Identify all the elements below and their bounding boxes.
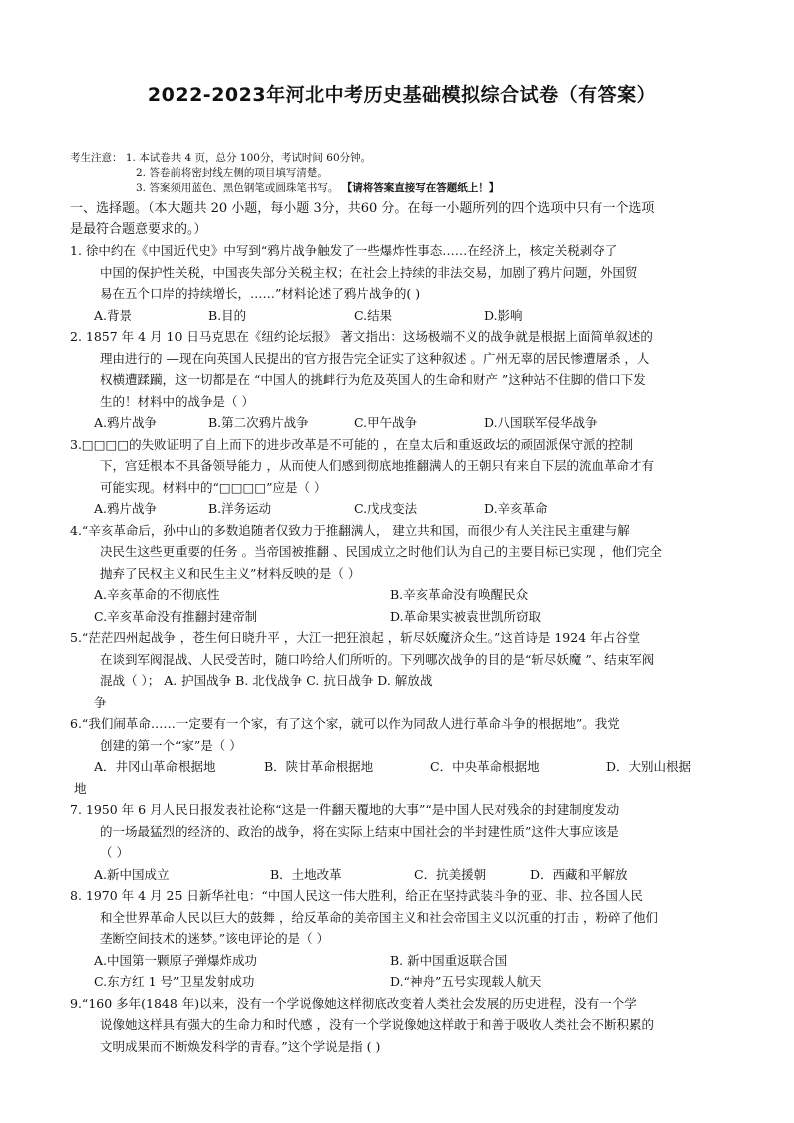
question-2 [70, 326, 734, 434]
answer-options [70, 864, 734, 886]
answer-option[interactable]: C．抗美援朝 [414, 866, 487, 882]
question-text-wrap: 争 [94, 694, 107, 710]
answer-option[interactable]: D.“神舟”五号实现载人航天 [390, 974, 542, 989]
answer-option[interactable]: A.鸦片战争 [94, 501, 158, 516]
page-title: 2022-2023年河北中考历史基础模拟综合试卷（有答案） [147, 84, 657, 106]
answer-options [70, 305, 734, 327]
question-text-line: 生的！材料中的战争是（ ） [100, 393, 254, 409]
question-1 [70, 240, 734, 326]
answer-option[interactable]: B. 新中国重返联合国 [390, 952, 508, 968]
question-9 [70, 993, 734, 1058]
answer-option[interactable]: B．土地改革 [270, 866, 342, 882]
question-text-line: 混战（ ）； A. 护国战争 B. 北伐战争 C. 抗日战争 D. 解放战 [100, 673, 433, 688]
question-8 [70, 885, 734, 993]
answer-option[interactable]: A．井冈山革命根据地 [94, 759, 216, 774]
answer-option[interactable]: B.洋务运动 [208, 501, 272, 516]
answer-option[interactable]: D.辛亥革命 [484, 501, 548, 516]
answer-option[interactable]: D.革命果实被袁世凯所窃取 [390, 608, 542, 624]
answer-options [70, 412, 734, 434]
answer-option[interactable]: C.结果 [354, 307, 393, 323]
question-text-line: 7. 1950 年 6 月人民日报发表社论称“这是一件翻天覆地的大事”“是中国人民对残余的封建制度发动 [70, 802, 620, 817]
answer-option[interactable]: D．西藏和平解放 [530, 866, 628, 882]
answer-options [70, 950, 734, 993]
answer-option[interactable]: A.鸦片战争 [94, 415, 158, 430]
question-text-line: 和全世界革命人民以巨大的鼓舞 ，给反革命的美帝国主义和社会帝国主义以沉重的打击 ，粉碎了他们 [100, 909, 658, 925]
section-line-1: 一、选择题。（本大题共 20 小题，每小题 3分，共60 分。在每一小题所列的四个选项中只有一个选项 [70, 201, 655, 216]
answer-option[interactable]: A.辛亥革命的不彻底性 [94, 587, 220, 602]
answer-option[interactable]: D.影响 [484, 307, 523, 323]
question-text-line: （ ） [100, 845, 129, 860]
question-text-line: 创建的第一个“家”是（ ） [100, 737, 242, 753]
question-text-line: 在谈到军阀混战、人民受苦时，随口吟给人们所听的。下列哪次战争的目的是“斩尽妖魔 ”、结束军阀 [100, 651, 655, 667]
question-text-line: 8. 1970 年 4 月 25 日新华社电：“中国人民这一伟大胜利，给正在坚持武装斗争的亚、非、拉各国人民 [70, 888, 643, 903]
question-6 [70, 713, 734, 799]
answer-option[interactable]: C.东方红 1 号”卫星发射成功 [94, 974, 255, 989]
question-text-line: 决民生这些更重要的任务 。当帝国被推翻 、民国成立之时他们认为自己的主要目标已实现 ，他们完全 [100, 544, 662, 559]
answer-option[interactable]: A.新中国成立 [94, 866, 170, 882]
question-text-line: 说像她这样具有强大的生命力和时代感 ，没有一个学说像她这样敢于和善于吸收人类社会不断积累的 [100, 1017, 654, 1032]
question-text-line: 抛弃了民权主义和民生主义”材料反映的是（ ） [100, 565, 361, 581]
question-text-line: 2. 1857 年 4 月 10 日马克思在《纽约论坛报》 著文指出：这场极端不义的战争就是根据上面简单叙述的 [70, 329, 653, 344]
answer-options [70, 584, 734, 627]
question-text-line: 垄断空间技术的迷梦。”该电评论的是（ ） [100, 931, 330, 946]
question-5 [70, 627, 734, 713]
answer-option[interactable]: B.第二次鸦片战争 [208, 415, 309, 430]
question-text-line: 中国的保护性关税，中国丧失部分关税主权；在社会上持续的非法交易，加剧了鸦片问题，外国贸 [100, 264, 638, 280]
question-text-line: 可能实现。材料中的“□□□□”应是（ ） [100, 479, 327, 495]
answer-options [70, 498, 734, 520]
answer-option[interactable]: B．陕甘革命根据地 [264, 759, 374, 774]
section-heading [70, 198, 734, 240]
notice-item-1: 1. 本试卷共 4 页，总分 100分，考试时间 60分钟。 [125, 152, 372, 164]
question-4 [70, 520, 734, 628]
notice-emphasis: 【请将答案直接写在答题纸上！】 [341, 182, 500, 194]
question-text-line: 3.□□□□的失败证明了自上而下的进步改革是不可能的 ，在皇太后和重返政坛的顽固派保守派的控制 [70, 436, 634, 452]
notice-item-3: 3. 答案须用蓝色、黑色钢笔或圆珠笔书写。 [136, 182, 339, 194]
question-text-line: 易在五个口岸的持续增长，……”材料论述了鸦片战争的( ) [100, 286, 421, 301]
question-text-line: 理由进行的 —现在向英国人民提出的官方报告完全证实了这种叙述 。广州无辜的居民惨遭屠杀 ，人 [100, 350, 650, 366]
question-text-line: 文明成果而不断焕发科学的青春。”这个学说是指 ( ) [100, 1038, 381, 1054]
question-list [70, 240, 734, 1057]
answer-option[interactable]: A.背景 [94, 307, 133, 323]
question-text-line: 1. 徐中约在《中国近代史》中写到“鸦片战争触发了一些爆炸性事态……在经济上，核定关税剥夺了 [70, 243, 618, 258]
question-text-line: 9.“160 多年(1848 年)以来，没有一个学说像她这样彻底改变着人类社会发展的历史进程，没有一个学 [70, 995, 637, 1011]
question-text-line: 权横遭蹂躏，这一切都是在 “中国人的挑衅行为危及英国人的生命和财产 ”这种站不住脚的借口下发 [100, 372, 646, 387]
question-7 [70, 799, 734, 885]
answer-option[interactable]: D.八国联军侵华战争 [484, 415, 598, 430]
question-text-wrap: 地 [74, 780, 87, 796]
notice-label: 考生注意： [70, 152, 123, 164]
question-text-line: 下，宫廷根本不具备领导能力 ，从而使人们感到彻底地推翻满人的王朝只有来自下层的流血革命才有 [100, 458, 654, 473]
question-3 [70, 434, 734, 520]
question-text-line: 的一场最猛烈的经济的、政治的战争，将在实际上结束中国社会的半封建性质”这件大事应该是 [100, 823, 619, 839]
answer-option[interactable]: D．大别山根据 [606, 759, 692, 774]
answer-option[interactable]: A.中国第一颗原子弹爆炸成功 [94, 952, 258, 968]
question-text-line: 5.“茫茫四州起战争 ，苍生何日晓升平 ，大江一把狂浪起 ，斩尽妖魔济众生。”这首诗是 1924 年占谷堂 [70, 630, 641, 645]
question-text-line: 6.“我们闹革命……一定要有一个家，有了这个家，就可以作为同敌人进行革命斗争的根据地”。我党 [70, 716, 620, 731]
answer-option[interactable]: C.甲午战争 [354, 415, 418, 430]
exam-notice [70, 151, 734, 196]
answer-option[interactable]: C.辛亥革命没有推翻封建帝制 [94, 608, 258, 624]
question-text-line: 4.“辛亥革命后，孙中山的多数追随者仅致力于推翻满人， 建立共和国，而很少有人关注民主重建与解 [70, 522, 630, 538]
section-line-2: 是最符合题意要求的。） [70, 222, 207, 237]
answer-options [70, 756, 734, 778]
answer-option[interactable]: B.辛亥革命没有唤醒民众 [390, 587, 529, 602]
answer-option[interactable]: C．中央革命根据地 [430, 759, 540, 774]
answer-option[interactable]: B.目的 [208, 307, 247, 323]
notice-item-2: 2. 答卷前将密封线左侧的项目填写清楚。 [136, 167, 328, 179]
answer-option[interactable]: C.戊戌变法 [354, 501, 418, 516]
